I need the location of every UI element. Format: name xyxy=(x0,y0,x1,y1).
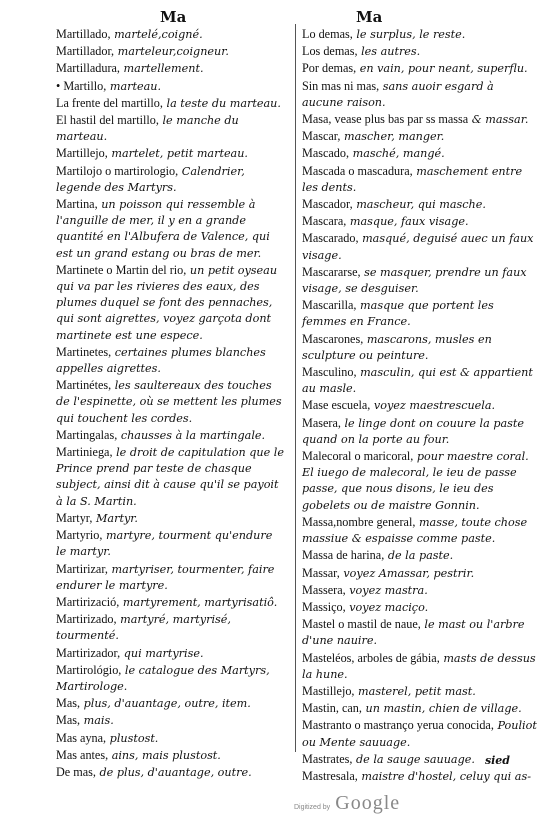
dictionary-entry xyxy=(56,594,286,611)
entry-headword: Mas, xyxy=(56,696,81,711)
entry-headword: Masera, xyxy=(302,415,341,430)
entry-headword: Mastranto o mastranço yerua conocida, xyxy=(302,718,494,733)
dictionary-entry xyxy=(302,582,538,599)
dictionary-entry xyxy=(56,510,286,527)
entry-headword: Mascarilla, xyxy=(302,298,357,313)
entry-definition: masque que portent les femmes en France. xyxy=(302,299,494,329)
dictionary-entry xyxy=(302,43,538,60)
dictionary-entry xyxy=(302,264,538,297)
entry-definition: martyre, tourment qu'endure le martyr. xyxy=(56,529,273,559)
digitized-label: Digitized by xyxy=(294,804,331,811)
dictionary-entry xyxy=(302,331,538,364)
entry-definition: de la paste. xyxy=(387,549,454,563)
entry-definition: martyriser, tourmenter, faire endurer le martyre. xyxy=(56,562,275,592)
dictionary-entry xyxy=(302,448,538,514)
entry-headword: Massar, xyxy=(302,565,340,580)
dictionary-entry xyxy=(302,683,538,700)
dictionary-entry xyxy=(56,196,286,262)
entry-headword: Martinetes, xyxy=(56,344,112,359)
dictionary-entry xyxy=(302,230,538,263)
entry-definition: voyez mastra. xyxy=(349,583,428,597)
entry-definition: masqué, deguisé auec un faux visage. xyxy=(302,232,534,262)
dictionary-entry xyxy=(56,427,286,444)
entry-definition: le manche du marteau. xyxy=(56,114,239,144)
entry-definition: les autres. xyxy=(361,45,421,59)
entry-definition: marteau. xyxy=(109,79,162,93)
entry-definition: le surplus, le reste. xyxy=(356,28,466,41)
dictionary-entry xyxy=(56,262,286,344)
entry-definition: un mastin, chien de village. xyxy=(365,702,522,716)
entry-definition: martyrement, martyrisatiô. xyxy=(122,595,278,609)
dictionary-entry xyxy=(56,527,286,560)
entry-headword: Martirológio, xyxy=(56,662,122,677)
entry-definition: masque, faux visage. xyxy=(349,215,469,229)
entry-definition: pour maestre coral. El iuego de malecoral, le ieu de passe passe, que nous disons, le ieu des gobelets ou de maistre Gonnin. xyxy=(302,450,529,512)
dictionary-entry xyxy=(302,547,538,564)
entry-headword: Martinete o Martin del rio, xyxy=(56,262,187,277)
entry-headword: Malecoral o maricoral, xyxy=(302,449,414,464)
entry-headword: Martinétes, xyxy=(56,378,112,393)
entry-definition: de plus, d'auantage, outre. xyxy=(99,765,252,779)
entry-headword: Mas ayna, xyxy=(56,730,107,745)
entry-headword: Massera, xyxy=(302,582,346,597)
entry-definition: en vain, pour neant, superflu. xyxy=(359,62,528,76)
column-divider xyxy=(295,24,296,752)
entry-headword: Mase escuela, xyxy=(302,398,371,413)
entry-headword: Mastel o mastil de naue, xyxy=(302,617,421,632)
entry-headword: Mastillejo, xyxy=(302,683,355,698)
entry-definition: mascarons, musles en sculpture ou peinture. xyxy=(302,332,492,362)
entry-headword: Mascador, xyxy=(302,197,353,212)
entry-definition: le linge dont on couure la paste quand on la porte au four. xyxy=(302,416,525,446)
entry-headword: Los demas, xyxy=(302,44,358,59)
dictionary-entry xyxy=(302,60,538,77)
dictionary-entry xyxy=(302,700,538,717)
dictionary-entry xyxy=(56,645,286,662)
dictionary-entry xyxy=(56,78,286,95)
entry-definition: ains, mais plustost. xyxy=(111,748,221,762)
entry-definition: sans auoir esgard à aucune raison. xyxy=(302,79,494,109)
dictionary-entry xyxy=(302,128,538,145)
entry-definition: maistre d'hostel, celuy qui as- xyxy=(361,769,531,783)
dictionary-entry xyxy=(302,514,538,547)
entry-definition: le catalogue des Martyrs, Martirologe. xyxy=(56,663,270,693)
entry-definition: masse, toute chose massiue & espaisse comme paste. xyxy=(302,515,528,546)
entry-definition: voyez Amassar, pestrir. xyxy=(343,566,475,580)
entry-headword: Martyr, xyxy=(56,510,93,525)
entry-headword: Martirizar, xyxy=(56,561,108,576)
right-column xyxy=(302,26,538,785)
dictionary-entry xyxy=(302,145,538,162)
entry-headword: Mascarado, xyxy=(302,231,359,246)
entry-definition: certaines plumes blanches appelles aigrettes. xyxy=(56,345,266,376)
entry-definition: de la sauge sauuage. xyxy=(356,752,475,766)
dictionary-entry xyxy=(302,616,538,649)
entry-headword: Mascarones, xyxy=(302,331,364,346)
entry-definition: Calendrier, legende des Martyrs. xyxy=(56,164,245,194)
entry-definition: se masquer, prendre un faux visage, se desguiser. xyxy=(302,265,527,296)
dictionary-entry xyxy=(302,78,538,111)
dictionary-entry xyxy=(302,599,538,616)
entry-headword: Martillador, xyxy=(56,44,115,59)
entry-definition: masculin, qui est & appartient au masle. xyxy=(302,366,533,396)
left-column xyxy=(56,26,286,781)
dictionary-entry xyxy=(56,561,286,594)
dictionary-entry xyxy=(56,662,286,695)
entry-definition: Pouliot ou Mente sauuage. xyxy=(302,719,537,749)
catchword: sied xyxy=(484,754,510,767)
entry-definition: chausses à la martingale. xyxy=(120,428,266,442)
entry-headword: Masa, vease plus bas par ss massa xyxy=(302,112,469,127)
entry-headword: Martirizació, xyxy=(56,594,120,609)
entry-definition: masts de dessus la hune. xyxy=(302,651,536,681)
dictionary-entry xyxy=(56,695,286,712)
dictionary-entry xyxy=(302,163,538,196)
entry-headword: Mas, xyxy=(56,713,81,728)
entry-definition: la teste du marteau. xyxy=(166,96,281,110)
entry-definition: martellement. xyxy=(123,62,204,76)
entry-headword: Martilojo o martirologio, xyxy=(56,163,179,178)
dictionary-entry xyxy=(302,768,538,785)
entry-headword: Martina, xyxy=(56,197,98,212)
entry-headword: Mascara, xyxy=(302,214,347,229)
entry-definition: martelé,coigné. xyxy=(114,28,203,41)
dictionary-entry xyxy=(56,163,286,196)
entry-definition: voyez maciço. xyxy=(349,600,429,614)
dictionary-entry xyxy=(56,43,286,60)
entry-definition: un petit oyseau qui va par les rivieres des eaux, des plumes duquel se font des pennaches, qui sont aigrettes, voyez garçota dont martinete est une espece. xyxy=(56,263,278,342)
dictionary-entry xyxy=(56,145,286,162)
entry-headword: Por demas, xyxy=(302,61,357,76)
entry-definition: plus, d'auantage, outre, item. xyxy=(83,697,251,711)
digitized-watermark xyxy=(294,792,400,815)
entry-headword: Mastrates, xyxy=(302,751,353,766)
dictionary-entry xyxy=(56,444,286,510)
dictionary-entry xyxy=(56,26,286,43)
running-header-left: Ma xyxy=(160,8,187,26)
entry-definition: mascheur, qui masche. xyxy=(356,198,486,212)
entry-headword: De mas, xyxy=(56,764,96,779)
entry-headword: Mastresala, xyxy=(302,768,358,783)
entry-headword: Martilladura, xyxy=(56,61,120,76)
dictionary-entry xyxy=(302,717,538,750)
entry-headword: Martillejo, xyxy=(56,146,108,161)
entry-headword: Martingalas, xyxy=(56,427,118,442)
dictionary-entry xyxy=(302,297,538,330)
entry-headword: • Martillo, xyxy=(56,78,107,93)
entry-headword: Mascado, xyxy=(302,146,350,161)
entry-definition: un poisson qui ressemble à l'anguille de mer, il y en a grande quantité en l'Albufera de Valence, qui est un grand estang ou bras de mer. xyxy=(56,198,270,260)
dictionary-entry xyxy=(302,196,538,213)
entry-definition: martyré, martyrisé, tourmenté. xyxy=(56,613,231,643)
entry-headword: Mascar, xyxy=(302,129,341,144)
dictionary-entry xyxy=(302,213,538,230)
entry-definition: & massar. xyxy=(471,113,529,127)
entry-headword: Martirizado, xyxy=(56,612,117,627)
dictionary-entry xyxy=(56,95,286,112)
entry-headword: Masteléos, arboles de gábia, xyxy=(302,650,440,665)
dictionary-entry xyxy=(302,364,538,397)
entry-definition: voyez maestrescuela. xyxy=(373,399,496,413)
entry-headword: Martyrio, xyxy=(56,528,103,543)
dictionary-entry xyxy=(302,650,538,683)
entry-headword: Sin mas ni mas, xyxy=(302,78,380,93)
dictionary-entry xyxy=(302,111,538,128)
entry-headword: Martillado, xyxy=(56,27,111,41)
entry-definition: mascher, manger. xyxy=(344,130,445,144)
entry-headword: Massiço, xyxy=(302,599,346,614)
entry-definition: maschement entre les dents. xyxy=(302,164,523,194)
entry-headword: Mastin, can, xyxy=(302,701,362,716)
entry-definition: marteleur,coigneur. xyxy=(117,45,229,59)
entry-definition: qui martyrise. xyxy=(123,646,204,660)
dictionary-entry xyxy=(302,565,538,582)
dictionary-entry xyxy=(56,730,286,747)
dictionary-entry xyxy=(302,415,538,448)
dictionary-entry xyxy=(302,397,538,414)
entry-definition: plustost. xyxy=(109,731,159,745)
entry-definition: le mast ou l'arbre d'une nauire. xyxy=(302,618,525,648)
dictionary-entry xyxy=(56,344,286,377)
dictionary-entry xyxy=(56,60,286,77)
entry-headword: Massa de harina, xyxy=(302,548,385,563)
entry-definition: les saultereaux des touches de l'espinette, où se mettent les plumes qui touchent les cordes. xyxy=(56,379,282,425)
dictionary-entry xyxy=(56,764,286,781)
entry-headword: Massa,nombre general, xyxy=(302,514,416,529)
entry-headword: Mascararse, xyxy=(302,264,361,279)
dictionary-entry xyxy=(56,712,286,729)
entry-definition: martelet, petit marteau. xyxy=(111,147,248,161)
running-header-right: Ma xyxy=(356,8,383,26)
dictionary-entry xyxy=(56,377,286,427)
google-logo: Google xyxy=(335,792,401,814)
entry-definition: mais. xyxy=(83,714,114,728)
entry-headword: Mascada o mascadura, xyxy=(302,163,413,178)
entry-headword: Martiniega, xyxy=(56,445,113,460)
entry-definition: masterel, petit mast. xyxy=(358,684,476,698)
entry-headword: Mas antes, xyxy=(56,747,109,762)
entry-headword: Martirizador, xyxy=(56,645,121,660)
dictionary-entry xyxy=(56,611,286,644)
entry-headword: Masculino, xyxy=(302,365,357,380)
entry-headword: El hastil del martillo, xyxy=(56,113,159,128)
entry-definition: le droit de capitulation que le Prince prend par teste de chasque subject, ainsi dit à cause qu'il se payoit à la S. Martin. xyxy=(56,446,284,508)
dictionary-entry xyxy=(56,747,286,764)
dictionary-entry xyxy=(302,26,538,43)
entry-headword: Lo demas, xyxy=(302,27,353,41)
entry-definition: masché, mangé. xyxy=(352,147,445,161)
entry-headword: La frente del martillo, xyxy=(56,95,163,110)
entry-definition: Martyr. xyxy=(95,511,138,525)
dictionary-entry xyxy=(56,112,286,145)
